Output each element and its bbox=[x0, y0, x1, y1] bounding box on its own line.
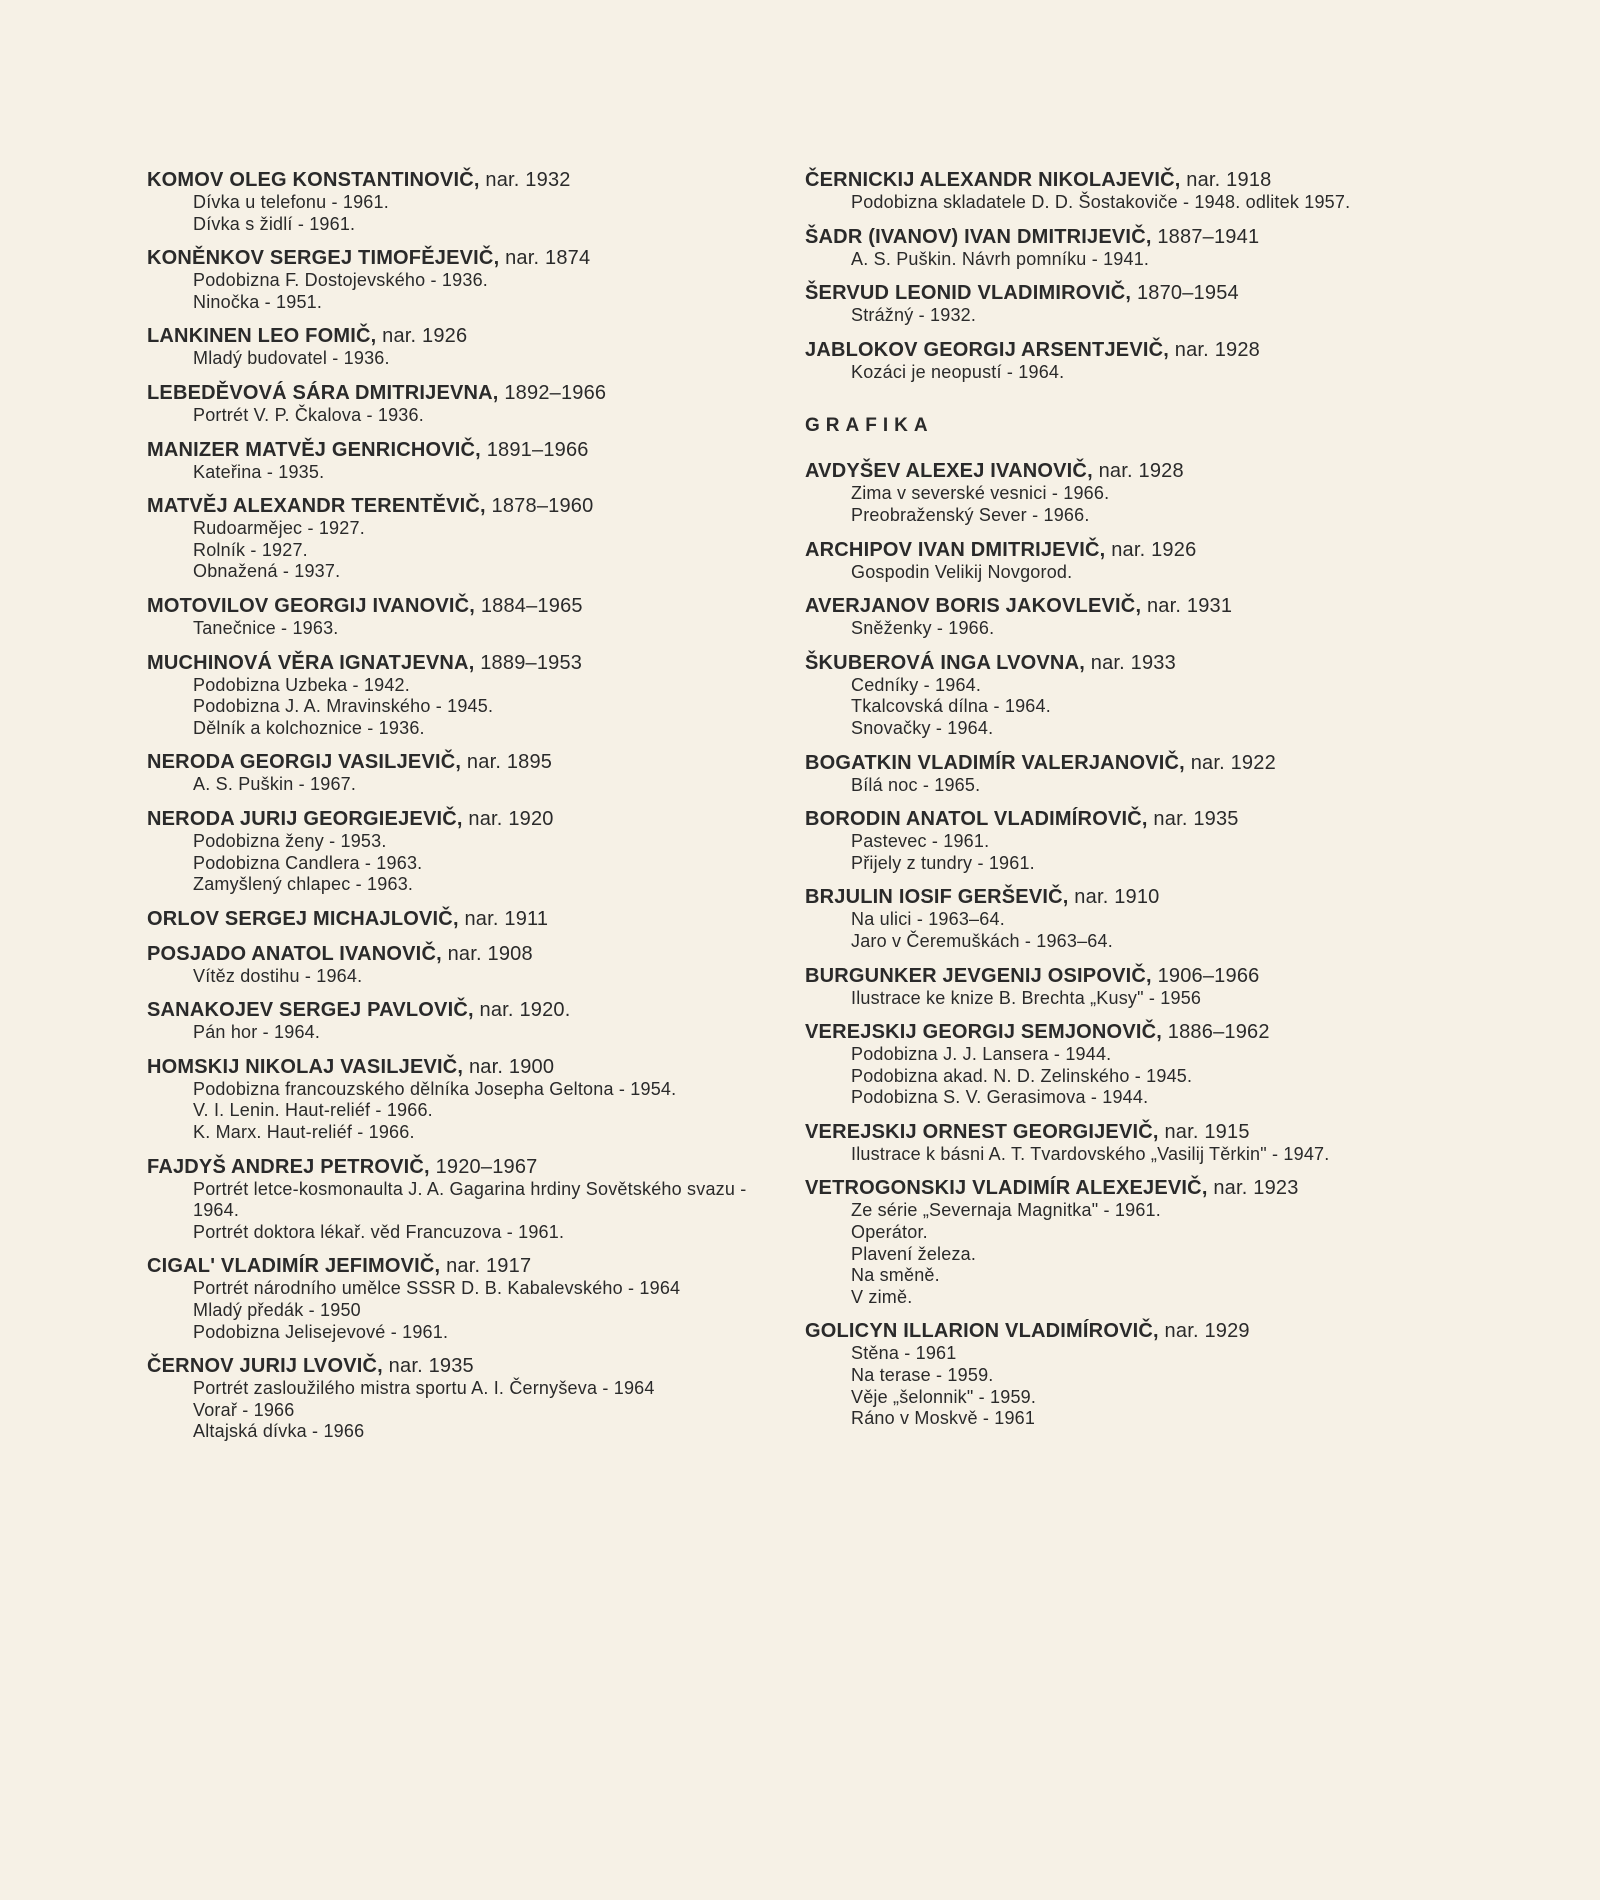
work-title: Podobizna Jelisejevové - 1961. bbox=[193, 1321, 449, 1342]
artist-heading bbox=[147, 998, 787, 1022]
work-title: Mladý předák - 1950 bbox=[193, 1300, 361, 1321]
work-title: Na terase - 1959. bbox=[851, 1365, 994, 1386]
artist-entry bbox=[147, 438, 787, 484]
artist-dates: nar. 1926 bbox=[382, 325, 468, 348]
artist-entry bbox=[147, 750, 787, 796]
work-title: Zamyšlený chlapec - 1963. bbox=[193, 874, 414, 895]
artist-heading bbox=[147, 651, 787, 675]
artist-heading bbox=[805, 1319, 1365, 1343]
artist-name: KOMOV OLEG KONSTANTINOVIČ, bbox=[147, 169, 480, 191]
work-title: Podobizna Uzbeka - 1942. bbox=[193, 674, 410, 695]
artist-name: VEREJSKIJ GEORGIJ SEMJONOVIČ, bbox=[805, 1021, 1163, 1044]
artist-heading bbox=[805, 225, 1365, 249]
artist-entry bbox=[147, 1254, 787, 1343]
artist-dates: nar. 1926 bbox=[1111, 538, 1197, 561]
artist-entry bbox=[147, 381, 787, 427]
artist-entry bbox=[805, 807, 1365, 874]
artist-heading bbox=[147, 942, 787, 966]
work-title: Obnažená - 1937. bbox=[193, 561, 341, 582]
artist-heading bbox=[805, 751, 1365, 775]
work-title: Tanečnice - 1963. bbox=[193, 617, 339, 638]
right-column bbox=[805, 168, 1365, 1441]
work-title: Altajská dívka - 1966 bbox=[193, 1421, 365, 1442]
work-title: Dívka s židlí - 1961. bbox=[193, 213, 356, 234]
artist-heading bbox=[147, 1155, 787, 1179]
artist-heading bbox=[147, 381, 787, 405]
artist-heading bbox=[147, 907, 787, 931]
work-title: Podobizna J. A. Mravinského - 1945. bbox=[193, 696, 494, 717]
artist-name: VEREJSKIJ ORNEST GEORGIJEVIČ, bbox=[805, 1120, 1159, 1143]
artist-heading bbox=[147, 246, 787, 270]
artist-entry bbox=[147, 168, 787, 235]
artist-name: ŠERVUD LEONID VLADIMIROVIČ, bbox=[805, 282, 1132, 305]
work-title: Cedníky - 1964. bbox=[851, 674, 982, 695]
work-title: Kozáci je neopustí - 1964. bbox=[851, 361, 1065, 382]
work-title: Snovačky - 1964. bbox=[851, 717, 994, 738]
artist-heading bbox=[805, 807, 1365, 831]
artist-name: LANKINEN LEO FOMIČ, bbox=[147, 325, 377, 348]
work-title: Pán hor - 1964. bbox=[193, 1022, 321, 1043]
work-title: Portrét letce-kosmonaulta J. A. Gagarina hrdiny Sovětského svazu - 1964. bbox=[193, 1178, 747, 1221]
artist-entry bbox=[147, 807, 787, 896]
work-title: Na směně. bbox=[851, 1265, 940, 1286]
artist-heading bbox=[147, 494, 787, 518]
artist-heading bbox=[147, 807, 787, 831]
artist-dates: nar. 1874 bbox=[505, 247, 591, 270]
work-title: Věje „šelonnik" - 1959. bbox=[851, 1386, 1037, 1407]
artist-dates: nar. 1935 bbox=[388, 1355, 474, 1378]
artist-heading bbox=[147, 1354, 787, 1378]
artist-heading bbox=[147, 324, 787, 348]
artist-entry bbox=[805, 594, 1365, 640]
artist-dates: nar. 1920 bbox=[468, 807, 554, 830]
artist-entry bbox=[805, 338, 1365, 384]
artist-heading bbox=[147, 1055, 787, 1079]
artist-entry bbox=[147, 942, 787, 988]
work-title: Rolník - 1927. bbox=[193, 539, 308, 560]
artist-dates: nar. 1923 bbox=[1213, 1177, 1299, 1200]
artist-entry bbox=[805, 651, 1365, 740]
artist-name: ŠADR (IVANOV) IVAN DMITRIJEVIČ, bbox=[805, 225, 1152, 248]
artist-dates: nar. 1933 bbox=[1090, 651, 1176, 674]
work-title: Dělník a kolchoznice - 1936. bbox=[193, 717, 425, 738]
work-title: Ilustrace k básni A. T. Tvardovského „Vasilij Těrkin" - 1947. bbox=[851, 1143, 1330, 1164]
work-title: Mladý budovatel - 1936. bbox=[193, 348, 390, 369]
artist-name: BOGATKIN VLADIMÍR VALERJANOVIČ, bbox=[805, 751, 1185, 774]
artist-dates: nar. 1928 bbox=[1098, 460, 1184, 483]
work-title: Kateřina - 1935. bbox=[193, 461, 325, 482]
artist-dates: nar. 1900 bbox=[468, 1055, 555, 1078]
artist-heading bbox=[147, 168, 787, 192]
work-title: Přijely z tundry - 1961. bbox=[851, 852, 1035, 873]
artist-dates: nar. 1931 bbox=[1146, 595, 1233, 618]
artist-name: MOTOVILOV GEORGIJ IVANOVIČ, bbox=[147, 594, 476, 617]
artist-dates: 1884–1965 bbox=[480, 594, 583, 617]
artist-name: NERODA JURIJ GEORGIEJEVIČ, bbox=[147, 807, 463, 830]
artist-heading bbox=[147, 750, 787, 774]
artist-dates: 1886–1962 bbox=[1167, 1021, 1270, 1044]
artist-heading bbox=[805, 1176, 1365, 1200]
artist-heading bbox=[805, 168, 1365, 192]
work-title: Portrét doktora lékař. věd Francuzova - 1961. bbox=[193, 1221, 565, 1242]
work-title: Pastevec - 1961. bbox=[851, 831, 990, 852]
artist-heading bbox=[147, 1254, 787, 1278]
work-title: Podobizna francouzského dělníka Josepha Geltona - 1954. bbox=[193, 1078, 677, 1099]
work-title: Ninočka - 1951. bbox=[193, 291, 323, 312]
work-title: Portrét národního umělce SSSR D. B. Kabalevského - 1964 bbox=[193, 1278, 681, 1299]
work-title: Portrét zasloužilého mistra sportu A. I. Černyševa - 1964 bbox=[193, 1378, 655, 1399]
artist-entry bbox=[147, 246, 787, 313]
artist-entry bbox=[805, 459, 1365, 526]
work-title: Bílá noc - 1965. bbox=[851, 774, 981, 795]
artist-entry bbox=[147, 494, 787, 583]
work-title: Podobizna skladatele D. D. Šostakoviče - 1948. odlitek 1957. bbox=[851, 192, 1351, 212]
artist-entry bbox=[147, 1055, 787, 1144]
work-title: Ilustrace ke knize B. Brechta „Kusy" - 1956 bbox=[851, 987, 1202, 1008]
artist-name: LEBEDĚVOVÁ SÁRA DMITRIJEVNA, bbox=[147, 381, 499, 404]
artist-entry bbox=[805, 1319, 1365, 1429]
artist-heading bbox=[805, 538, 1365, 562]
work-title: Rudoarmějec - 1927. bbox=[193, 518, 365, 539]
artist-name: POSJADO ANATOL IVANOVIČ, bbox=[147, 942, 442, 965]
artist-heading bbox=[805, 651, 1365, 675]
artist-name: SANAKOJEV SERGEJ PAVLOVIČ, bbox=[147, 999, 474, 1022]
work-title: Podobizna Candlera - 1963. bbox=[193, 852, 423, 873]
artist-name: MANIZER MATVĚJ GENRICHOVIČ, bbox=[147, 438, 481, 461]
artist-entry bbox=[147, 324, 787, 370]
artist-name: MATVĚJ ALEXANDR TERENTĚVIČ, bbox=[147, 495, 486, 518]
artist-dates: nar. 1910 bbox=[1074, 886, 1160, 909]
artist-entry bbox=[147, 907, 787, 931]
work-title: Podobizna F. Dostojevského - 1936. bbox=[193, 270, 488, 291]
sculpture-continued bbox=[805, 168, 1365, 383]
section-title-grafika: GRAFIKA bbox=[805, 415, 934, 437]
work-title: Na ulici - 1963–64. bbox=[851, 909, 1005, 930]
artist-dates: nar. 1908 bbox=[447, 942, 533, 965]
work-title: Stěna - 1961 bbox=[851, 1343, 957, 1364]
work-title: Ráno v Moskvě - 1961 bbox=[851, 1408, 1036, 1429]
artist-name: ORLOV SERGEJ MICHAJLOVIČ, bbox=[147, 907, 459, 930]
artist-entry bbox=[805, 885, 1365, 952]
artist-dates: 1892–1966 bbox=[504, 381, 607, 404]
artist-heading bbox=[805, 1120, 1365, 1144]
artist-entry bbox=[147, 1354, 787, 1443]
artist-dates: nar. 1928 bbox=[1174, 338, 1260, 361]
work-title: Gospodin Velikij Novgorod. bbox=[851, 561, 1073, 582]
work-title: Preobraženský Sever - 1966. bbox=[851, 504, 1090, 525]
artist-dates: nar. 1922 bbox=[1190, 751, 1276, 774]
artist-dates: 1870–1954 bbox=[1136, 282, 1239, 305]
artist-name: FAJDYŠ ANDREJ PETROVIČ, bbox=[147, 1155, 430, 1178]
work-title: A. S. Puškin - 1967. bbox=[193, 774, 357, 795]
artist-heading bbox=[805, 459, 1365, 483]
artist-dates: nar. 1911 bbox=[464, 907, 549, 930]
work-title: Jaro v Čeremuškách - 1963–64. bbox=[851, 930, 1113, 951]
artist-entry bbox=[805, 1120, 1365, 1166]
artist-entry bbox=[805, 168, 1365, 214]
artist-name: AVERJANOV BORIS JAKOVLEVIČ, bbox=[805, 595, 1142, 618]
artist-name: VETROGONSKIJ VLADIMÍR ALEXEJEVIČ, bbox=[805, 1177, 1208, 1200]
work-title: Podobizna akad. N. D. Zelinského - 1945. bbox=[851, 1065, 1193, 1086]
artist-name: AVDYŠEV ALEXEJ IVANOVIČ, bbox=[805, 460, 1093, 483]
work-title: Portrét V. P. Čkalova - 1936. bbox=[193, 404, 424, 425]
artist-dates: nar. 1917 bbox=[446, 1255, 532, 1278]
artist-name: NERODA GEORGIJ VASILJEVIČ, bbox=[147, 751, 462, 774]
work-title: Podobizna J. J. Lansera - 1944. bbox=[851, 1044, 1112, 1065]
artist-dates: 1891–1966 bbox=[486, 438, 589, 461]
artist-dates: nar. 1920. bbox=[479, 999, 571, 1022]
artist-entry bbox=[805, 538, 1365, 584]
artist-name: JABLOKOV GEORGIJ ARSENTJEVIČ, bbox=[805, 338, 1170, 361]
artist-dates: 1920–1967 bbox=[435, 1155, 538, 1178]
artist-name: ČERNOV JURIJ LVOVIČ, bbox=[147, 1355, 383, 1378]
work-title: Ze série „Severnaja Magnitka" - 1961. bbox=[851, 1200, 1161, 1221]
work-title: Podobizna S. V. Gerasimova - 1944. bbox=[851, 1087, 1149, 1108]
work-title: Zima v severské vesnici - 1966. bbox=[851, 483, 1110, 504]
artist-dates: nar. 1895 bbox=[466, 751, 553, 774]
work-title: Podobizna ženy - 1953. bbox=[193, 830, 387, 851]
artist-entry bbox=[805, 225, 1365, 271]
artist-entry bbox=[147, 651, 787, 740]
artist-entry bbox=[147, 594, 787, 640]
work-title: Vítěz dostihu - 1964. bbox=[193, 965, 363, 986]
artist-entry bbox=[147, 1155, 787, 1244]
artist-entry bbox=[805, 1020, 1365, 1109]
artist-heading bbox=[805, 885, 1365, 909]
artist-name: HOMSKIJ NIKOLAJ VASILJEVIČ, bbox=[147, 1055, 464, 1078]
work-title: Strážný - 1932. bbox=[851, 305, 977, 326]
artist-name: BORODIN ANATOL VLADIMÍROVIČ, bbox=[805, 808, 1148, 831]
artist-heading bbox=[147, 594, 787, 618]
artist-name: MUCHINOVÁ VĚRA IGNATJEVNA, bbox=[147, 651, 475, 674]
artist-dates: nar. 1929 bbox=[1164, 1320, 1250, 1343]
artist-dates: nar. 1935 bbox=[1153, 808, 1239, 831]
work-title: Vorař - 1966 bbox=[193, 1399, 295, 1420]
artist-entry bbox=[805, 281, 1365, 327]
artist-heading bbox=[147, 438, 787, 462]
artist-name: BRJULIN IOSIF GERŠEVIČ, bbox=[805, 886, 1069, 909]
artist-dates: 1906–1966 bbox=[1157, 964, 1260, 987]
artist-name: ARCHIPOV IVAN DMITRIJEVIČ, bbox=[805, 538, 1106, 561]
work-title: A. S. Puškin. Návrh pomníku - 1941. bbox=[851, 248, 1150, 269]
artist-entry bbox=[805, 964, 1365, 1010]
artist-heading bbox=[805, 338, 1365, 362]
work-title: Sněženky - 1966. bbox=[851, 618, 995, 639]
grafika-list bbox=[805, 459, 1365, 1429]
artist-name: CIGAL' VLADIMÍR JEFIMOVIČ, bbox=[147, 1255, 441, 1278]
artist-heading bbox=[805, 964, 1365, 988]
artist-entry bbox=[805, 1176, 1365, 1308]
work-title: V. I. Lenin. Haut-reliéf - 1966. bbox=[193, 1100, 433, 1121]
artist-entry bbox=[147, 998, 787, 1044]
left-column bbox=[147, 168, 787, 1454]
work-title: K. Marx. Haut-reliéf - 1966. bbox=[193, 1122, 415, 1143]
artist-dates: 1878–1960 bbox=[491, 495, 594, 518]
artist-name: ČERNICKIJ ALEXANDR NIKOLAJEVIČ, bbox=[805, 169, 1181, 191]
artist-name: BURGUNKER JEVGENIJ OSIPOVIČ, bbox=[805, 964, 1152, 987]
work-title: Operátor. bbox=[851, 1222, 928, 1243]
work-title: Tkalcovská dílna - 1964. bbox=[851, 696, 1051, 717]
work-title: Plavení železa. bbox=[851, 1243, 977, 1264]
artist-dates: nar. 1915 bbox=[1164, 1120, 1250, 1143]
artist-dates: 1889–1953 bbox=[480, 651, 583, 674]
artist-entry bbox=[805, 751, 1365, 797]
work-title: V zimě. bbox=[851, 1286, 913, 1307]
artist-dates: nar. 1932 bbox=[485, 169, 571, 191]
artist-name: ŠKUBEROVÁ INGA LVOVNA, bbox=[805, 651, 1085, 674]
work-title: Dívka u telefonu - 1961. bbox=[193, 192, 389, 212]
artist-dates: nar. 1918 bbox=[1186, 169, 1272, 191]
artist-heading bbox=[805, 1020, 1365, 1044]
artist-name: KONĚNKOV SERGEJ TIMOFĚJEVIČ, bbox=[147, 247, 500, 270]
artist-dates: 1887–1941 bbox=[1157, 225, 1260, 248]
artist-heading bbox=[805, 594, 1365, 618]
artist-name: GOLICYN ILLARION VLADIMÍROVIČ, bbox=[805, 1320, 1159, 1343]
artist-heading bbox=[805, 281, 1365, 305]
